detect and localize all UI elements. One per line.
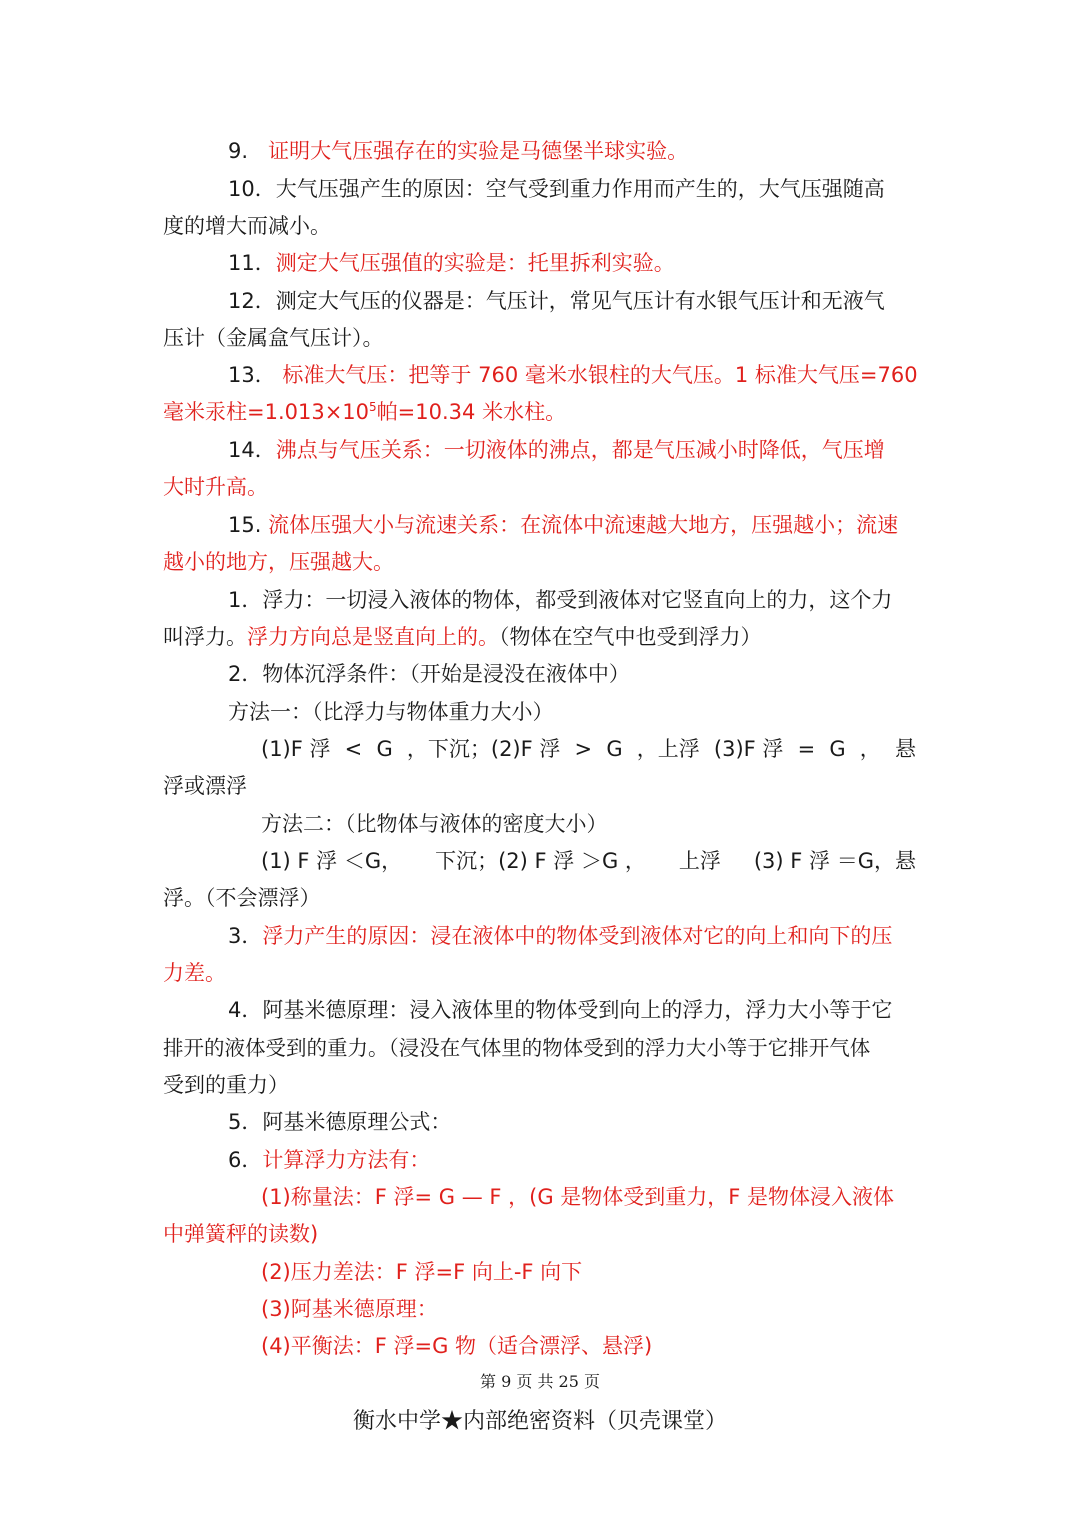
buoyancy-5-line1: 5．阿基米德原理公式： [228,1110,452,1134]
item-13-line2: 毫米汞柱$=1.013\times 10^5$帕=10.34 米水柱。 [163,400,567,424]
method-two-continuation: 浮。（不会漂浮） [163,886,321,910]
buoyancy-4-line1: 4．阿基米德原理：浸入液体里的物体受到向上的浮力，浮力大小等于它 [228,998,893,1022]
watermark-footer: 衡水中学★内部绝密资料（贝壳课堂） [352,1409,727,1434]
method-weighing-line1: (1)称量法：F 浮= G — F ，(G 是物体受到重力，F 是物体浸入液体 [261,1185,895,1209]
method-archimedes: (3)阿基米德原理： [261,1297,438,1321]
item-14-line2: 大时升高。 [163,475,268,499]
method-weighing-line2: 中弹簧秤的读数) [163,1222,319,1246]
item-10-line2: 度的增大而减小。 [163,214,331,238]
method-one-conditions: (1)F 浮 < G ，下沉；(2)F 浮 > G ，上浮 (3)F 浮 = G ， 悬 [261,737,916,761]
item-12-line1: 12．测定大气压的仪器是：气压计，常见气压计有水银气压计和无液气 [228,289,885,313]
item-11: 11．测定大气压强值的实验是：托里拆利实验。 [228,251,675,275]
method-two-heading: 方法二：（比物体与液体的密度大小） [261,812,608,836]
method-one-heading: 方法一：（比浮力与物体重力大小） [228,700,554,724]
item-14-line1: 14．沸点与气压关系：一切液体的沸点，都是气压减小时降低，气压增 [228,438,885,462]
item-10-line1: 10．大气压强产生的原因：空气受到重力作用而产生的，大气压强随高 [228,177,885,201]
method-balance: (4)平衡法：F 浮=G 物（适合漂浮、悬浮) [261,1334,653,1358]
method-pressure-difference: (2)压力差法：F 浮=F 向上-F 向下 [261,1260,583,1284]
page-number: 第 9 页 共 25 页 [480,1372,600,1391]
buoyancy-2-line1: 2．物体沉浮条件：（开始是浸没在液体中） [228,662,630,686]
item-13-line1: 13． 标准大气压：把等于 760 毫米水银柱的大气压。1 标准大气压=760 [228,363,918,387]
method-one-continuation: 浮或漂浮 [163,774,247,798]
method-two-conditions: (1) F 浮 ＜G， 下沉；(2) F 浮 ＞G ， 上浮 (3) F 浮 ＝G，悬 [261,849,916,873]
item-9: 9. 证明大气压强存在的实验是马德堡半球实验。 [228,139,689,163]
buoyancy-3-line1: 3．浮力产生的原因：浸在液体中的物体受到液体对它的向上和向下的压 [228,924,893,948]
buoyancy-3-line2: 力差。 [163,961,226,985]
buoyancy-1-line2: 叫浮力。浮力方向总是竖直向上的。（物体在空气中也受到浮力） [163,625,762,649]
item-15-line1: 15. 流体压强大小与流速关系：在流体中流速越大地方，压强越小；流速 [228,513,899,537]
item-15-line2: 越小的地方，压强越大。 [163,550,394,574]
buoyancy-1-line1: 1．浮力：一切浸入液体的物体，都受到液体对它竖直向上的力，这个力 [228,588,893,612]
buoyancy-4-line2: 排开的液体受到的重力。（浸没在气体里的物体受到的浮力大小等于它排开气体 [163,1036,871,1060]
item-12-line2: 压计（金属盒气压计）。 [163,326,384,350]
buoyancy-4-line3: 受到的重力） [163,1073,289,1097]
buoyancy-6-line1: 6．计算浮力方法有： [228,1148,431,1172]
